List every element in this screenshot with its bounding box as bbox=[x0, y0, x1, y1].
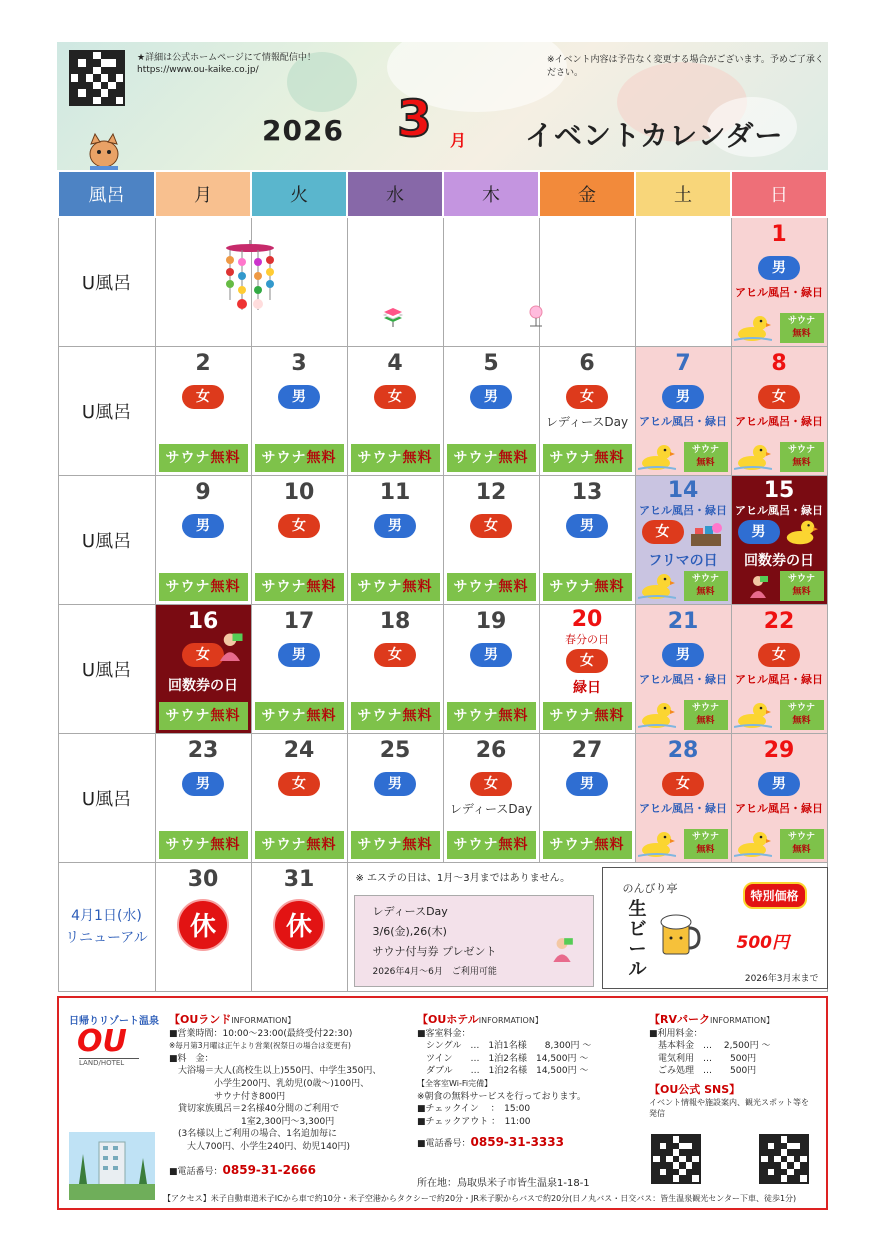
day-cell-23[interactable] bbox=[155, 733, 251, 862]
day-cell-14[interactable] bbox=[635, 475, 731, 604]
day-cell-16[interactable] bbox=[155, 604, 251, 733]
ou-land-line: ※毎月第3月曜は正午より営業(祝祭日の場合は変更有) bbox=[169, 1041, 351, 1051]
rubber-duck-icon bbox=[734, 312, 772, 342]
male-bath-badge: 男 bbox=[470, 385, 512, 409]
ou-land-line: ■営業時間：10:00～23:00(最終受付22:30) bbox=[169, 1028, 353, 1039]
sauna-free-badge: サウナ無料 bbox=[351, 573, 440, 601]
day-cell-19[interactable] bbox=[443, 604, 539, 733]
week-row bbox=[58, 475, 827, 604]
day-cell-7[interactable] bbox=[635, 346, 731, 475]
ou-hotel-line: ■客室料金： bbox=[417, 1028, 471, 1039]
male-bath-badge: 男 bbox=[182, 514, 224, 538]
day-cell-29[interactable] bbox=[731, 733, 827, 862]
sauna-free-badge: サウナ 無料 bbox=[684, 442, 728, 472]
event-note: アヒル風呂・緑日 bbox=[735, 503, 823, 517]
flea-market-icon bbox=[689, 520, 725, 548]
beer-price-until: 2026年3月末まで bbox=[744, 973, 819, 984]
female-bath-badge: 女 bbox=[374, 385, 416, 409]
ou-hotel-title-small: INFORMATION】 bbox=[478, 1016, 543, 1025]
event-note: アヒル風呂・緑日 bbox=[735, 801, 823, 815]
day-cell-24[interactable] bbox=[251, 733, 347, 862]
holiday-note: 春分の日 bbox=[565, 632, 609, 646]
ou-hotel-tel-label: ■電話番号： bbox=[417, 1139, 471, 1150]
week-row bbox=[58, 217, 827, 346]
ou-land-info bbox=[169, 1014, 381, 1178]
ou-hotel-line: シングル … 1泊1名様 8,300円 ～ bbox=[417, 1041, 592, 1052]
sauna-free-badge: サウナ 無料 bbox=[780, 571, 824, 601]
header-note-right: ※イベント内容は予告なく変更する場合がございます。予めご了承ください。 bbox=[547, 55, 824, 78]
ou-hotel-line: ツイン … 1泊2名様 14,500円 ～ bbox=[417, 1053, 589, 1064]
event-note: アヒル風呂・緑日 bbox=[735, 286, 823, 299]
male-bath-badge: 男 bbox=[374, 772, 416, 796]
rubber-duck-icon bbox=[734, 441, 772, 471]
female-bath-badge: 女 bbox=[278, 772, 320, 796]
female-bath-badge: 女 bbox=[758, 643, 800, 667]
day-number: 11 bbox=[379, 479, 411, 505]
day-number: 5 bbox=[483, 350, 499, 376]
rv-park-line: 基本料金 … 2,500円 ～ bbox=[649, 1041, 771, 1052]
weekday-bath: 風呂 bbox=[58, 171, 155, 217]
ladies-day-box bbox=[354, 895, 594, 987]
renewal-note: 4月1日(水) リニューアル bbox=[58, 862, 155, 991]
day-cell-empty bbox=[635, 217, 731, 346]
ou-hotel-tel[interactable]: 0859-31-3333 bbox=[470, 1135, 564, 1150]
day-cell-1[interactable] bbox=[731, 217, 827, 346]
calendar-month-suffix: 月 bbox=[450, 131, 467, 150]
day-cell-empty bbox=[347, 217, 443, 346]
day-number: 18 bbox=[379, 608, 411, 634]
ou-land-line: 大人700円、小学生240円、幼児140円) bbox=[169, 1141, 351, 1152]
nama-beer-text: 生ビール bbox=[628, 898, 647, 980]
rubber-duck-icon bbox=[638, 699, 676, 729]
day-number: 16 bbox=[187, 608, 219, 634]
ou-land-line: 1室2,300円～3,300円 bbox=[169, 1116, 335, 1127]
hishimochi-icon bbox=[382, 306, 404, 328]
sauna-free-badge: サウナ 無料 bbox=[780, 700, 824, 730]
sauna-free-badge: サウナ 無料 bbox=[684, 571, 728, 601]
flea-market-note: フリマの日 bbox=[648, 552, 718, 569]
row-label: U風呂 bbox=[58, 217, 155, 346]
ou-land-title: 【OUランド bbox=[169, 1013, 232, 1026]
weekday-mon: 月 bbox=[155, 171, 251, 217]
day-cell-11[interactable] bbox=[347, 475, 443, 604]
male-bath-badge: 男 bbox=[470, 643, 512, 667]
day-cell-10[interactable] bbox=[251, 475, 347, 604]
ou-land-line: ■料 金： bbox=[169, 1053, 214, 1064]
header-note-left: ★詳細は公式ホームページにて情報配信中！ bbox=[137, 53, 316, 63]
day-cell-empty bbox=[155, 217, 251, 346]
male-bath-badge: 男 bbox=[278, 385, 320, 409]
day-number: 2 bbox=[195, 350, 211, 376]
sauna-free-badge: サウナ無料 bbox=[159, 444, 248, 472]
person-ticket-icon bbox=[746, 574, 770, 598]
male-bath-badge: 男 bbox=[758, 772, 800, 796]
weekday-sun: 日 bbox=[731, 171, 827, 217]
ou-land-title-small: INFORMATION】 bbox=[231, 1016, 296, 1025]
day-number: 22 bbox=[763, 608, 795, 634]
sauna-free-badge: サウナ無料 bbox=[255, 702, 344, 730]
female-bath-badge: 女 bbox=[182, 385, 224, 409]
rv-park-info bbox=[649, 1014, 809, 1119]
weekday-thu: 木 bbox=[443, 171, 539, 217]
day-number: 9 bbox=[195, 479, 211, 505]
day-cell-5[interactable] bbox=[443, 346, 539, 475]
day-cell-25[interactable] bbox=[347, 733, 443, 862]
day-cell-26[interactable] bbox=[443, 733, 539, 862]
calendar-month: 3 bbox=[397, 90, 432, 148]
qr-code-icon[interactable] bbox=[69, 50, 125, 106]
page-title: イベントカレンダー bbox=[525, 119, 784, 152]
day-cell-9[interactable] bbox=[155, 475, 251, 604]
rv-park-line: ■利用料金： bbox=[649, 1028, 703, 1039]
day-cell-3[interactable] bbox=[251, 346, 347, 475]
male-bath-badge: 男 bbox=[738, 520, 780, 544]
row-label: U風呂 bbox=[58, 733, 155, 862]
event-note: アヒル風呂・緑日 bbox=[639, 801, 727, 815]
rubber-duck-icon bbox=[734, 828, 772, 858]
day-number: 13 bbox=[571, 479, 603, 505]
day-cell-empty bbox=[443, 217, 539, 346]
rubber-duck-icon bbox=[638, 828, 676, 858]
ladies-box-dates: 3/6(金),26(木) bbox=[372, 924, 447, 938]
female-bath-badge: 女 bbox=[662, 772, 704, 796]
event-note: アヒル風呂・緑日 bbox=[735, 414, 823, 428]
rubber-duck-icon bbox=[734, 699, 772, 729]
hotel-building-illustration bbox=[69, 1132, 155, 1200]
day-cell-18[interactable] bbox=[347, 604, 443, 733]
day-number: 1 bbox=[771, 222, 787, 247]
week-row bbox=[58, 604, 827, 733]
access-info: 【アクセス】米子自動車道米子ICから車で約10分・米子空港からタクシーで約20分・JR米子駅からバスで約20分(日ノ丸バス・日交バス：皆生温泉観光センター下車、徒歩1分) bbox=[163, 1194, 797, 1203]
beer-price: 500円 bbox=[736, 932, 789, 953]
female-bath-badge: 女 bbox=[758, 385, 800, 409]
day-number: 23 bbox=[187, 737, 219, 763]
header-url[interactable]: https://www.ou-kaike.co.jp/ bbox=[137, 65, 259, 75]
event-note: アヒル風呂・緑日 bbox=[639, 503, 727, 517]
ou-land-line: (3名様以上ご利用の場合、1名追加毎に bbox=[169, 1129, 337, 1140]
ou-logo-sub: LAND/HOTEL bbox=[79, 1058, 139, 1067]
female-bath-badge: 女 bbox=[470, 772, 512, 796]
weekday-wed: 水 bbox=[347, 171, 443, 217]
female-bath-badge: 女 bbox=[182, 643, 224, 667]
sauna-free-badge: サウナ 無料 bbox=[780, 829, 824, 859]
sauna-free-badge: サウナ無料 bbox=[255, 573, 344, 601]
ladies-box-period: 2026年4月～6月 ご利用可能 bbox=[372, 966, 497, 977]
day-number: 31 bbox=[283, 866, 315, 892]
este-note: ※ エステの日は、1月～3月まではありません。 bbox=[355, 872, 571, 884]
event-note: アヒル風呂・緑日 bbox=[639, 414, 727, 428]
sauna-free-badge: サウナ無料 bbox=[159, 702, 248, 730]
day-cell-15[interactable] bbox=[731, 475, 827, 604]
sauna-free-badge: サウナ 無料 bbox=[780, 313, 824, 343]
day-cell-8[interactable] bbox=[731, 346, 827, 475]
male-bath-badge: 男 bbox=[662, 385, 704, 409]
female-bath-badge: 女 bbox=[470, 514, 512, 538]
sns-text: イベント情報や施設案内、観光スポット等を 発信 bbox=[649, 1097, 809, 1118]
sauna-free-badge: サウナ無料 bbox=[255, 444, 344, 472]
day-number: 28 bbox=[667, 737, 699, 763]
male-bath-badge: 男 bbox=[374, 514, 416, 538]
female-bath-badge: 女 bbox=[374, 643, 416, 667]
event-note: アヒル風呂・緑日 bbox=[735, 672, 823, 686]
row-label: U風呂 bbox=[58, 346, 155, 475]
day-cell-17[interactable] bbox=[251, 604, 347, 733]
calendar-year: 2026 bbox=[262, 114, 344, 147]
ou-land-tel[interactable]: 0859-31-2666 bbox=[222, 1162, 316, 1177]
closed-badge: 休 bbox=[177, 899, 229, 951]
rubber-duck-icon bbox=[783, 516, 819, 546]
day-number: 17 bbox=[283, 608, 315, 634]
ou-hotel-line: ※朝食の無料サービスを行っております。 bbox=[417, 1091, 586, 1102]
day-number: 27 bbox=[571, 737, 603, 763]
week-row bbox=[58, 862, 827, 991]
day-number: 20 bbox=[571, 606, 603, 632]
row-label: U風呂 bbox=[58, 604, 155, 733]
ou-hotel-line: ■チェックイン ： 15:00 bbox=[417, 1104, 531, 1115]
sauna-free-badge: サウナ 無料 bbox=[684, 829, 728, 859]
female-bath-badge: 女 bbox=[278, 514, 320, 538]
sauna-free-badge: サウナ無料 bbox=[159, 831, 248, 859]
sauna-free-badge: サウナ無料 bbox=[351, 831, 440, 859]
male-bath-badge: 男 bbox=[662, 643, 704, 667]
sauna-free-badge: サウナ無料 bbox=[543, 444, 632, 472]
information-panel bbox=[57, 996, 828, 1210]
day-number: 3 bbox=[291, 350, 307, 376]
day-cell-2[interactable] bbox=[155, 346, 251, 475]
coupon-day-note: 回数券の日 bbox=[744, 552, 814, 569]
day-number: 6 bbox=[579, 350, 595, 376]
male-bath-badge: 男 bbox=[278, 643, 320, 667]
header-banner bbox=[57, 42, 828, 170]
day-cell-31[interactable] bbox=[251, 862, 347, 991]
person-ticket-icon bbox=[215, 631, 245, 661]
instagram-qr-code-icon[interactable] bbox=[759, 1134, 809, 1184]
sauna-free-badge: サウナ 無料 bbox=[780, 442, 824, 472]
ou-hotel-line: ダブル … 1泊2名様 14,500円 ～ bbox=[417, 1066, 589, 1077]
day-number: 4 bbox=[387, 350, 403, 376]
day-cell-28[interactable] bbox=[635, 733, 731, 862]
rv-park-title-small: INFORMATION】 bbox=[709, 1016, 775, 1025]
weekday-header-row bbox=[58, 171, 827, 217]
ou-hotel-line: 【全客室Wi-Fi完備】 bbox=[417, 1078, 493, 1088]
special-price-badge: 特別価格 bbox=[743, 882, 807, 909]
weekday-sat: 土 bbox=[635, 171, 731, 217]
day-cell-22[interactable] bbox=[731, 604, 827, 733]
day-cell-27[interactable] bbox=[539, 733, 635, 862]
day-cell-13[interactable] bbox=[539, 475, 635, 604]
day-cell-30[interactable] bbox=[155, 862, 251, 991]
day-number: 10 bbox=[283, 479, 315, 505]
rv-park-title: 【RVパーク bbox=[649, 1013, 710, 1026]
sauna-free-badge: サウナ無料 bbox=[351, 444, 440, 472]
ou-hotel-line: ■チェックアウト ： 11:00 bbox=[417, 1116, 531, 1127]
x-qr-code-icon[interactable] bbox=[651, 1134, 701, 1184]
ladies-day-note: レディースDay bbox=[545, 414, 629, 429]
midori-day-note: 緑日 bbox=[573, 679, 601, 696]
beer-mug-icon bbox=[659, 912, 703, 958]
week-row bbox=[58, 733, 827, 862]
person-ticket-icon bbox=[549, 936, 575, 962]
dog-mascot-icon bbox=[87, 132, 121, 170]
ladies-box-title: レディースDay bbox=[372, 904, 448, 918]
ou-land-line: 大浴場＝大人(高校生以上)550円、中学生350円、 bbox=[169, 1066, 382, 1077]
day-cell-12[interactable] bbox=[443, 475, 539, 604]
day-cell-6[interactable] bbox=[539, 346, 635, 475]
sauna-free-badge: サウナ無料 bbox=[447, 573, 536, 601]
ou-land-line: 小学生200円、乳幼児(0歳～)100円、 bbox=[169, 1078, 370, 1089]
closed-badge: 休 bbox=[273, 899, 325, 951]
coupon-day-note: 回数券の日 bbox=[168, 677, 238, 694]
ou-logo: OU bbox=[77, 1024, 127, 1059]
rv-park-line: ごみ処理 … 500円 bbox=[649, 1066, 757, 1077]
rubber-duck-icon bbox=[638, 570, 676, 600]
weekday-fri: 金 bbox=[539, 171, 635, 217]
sauna-free-badge: サウナ無料 bbox=[543, 573, 632, 601]
week-row bbox=[58, 346, 827, 475]
day-number: 12 bbox=[475, 479, 507, 505]
day-cell-20[interactable] bbox=[539, 604, 635, 733]
day-number: 8 bbox=[771, 350, 787, 376]
day-number: 21 bbox=[667, 608, 699, 634]
female-bath-badge: 女 bbox=[566, 649, 608, 673]
sauna-free-badge: サウナ無料 bbox=[447, 444, 536, 472]
sauna-free-badge: サウナ無料 bbox=[351, 702, 440, 730]
row-label: U風呂 bbox=[58, 475, 155, 604]
day-number: 30 bbox=[187, 866, 219, 892]
ou-land-tel-label: ■電話番号： bbox=[169, 1166, 223, 1177]
sauna-free-badge: サウナ無料 bbox=[159, 573, 248, 601]
weekday-tue: 火 bbox=[251, 171, 347, 217]
rubber-duck-icon bbox=[638, 441, 676, 471]
ou-hotel-info bbox=[417, 1014, 591, 1151]
sauna-free-badge: サウナ無料 bbox=[447, 831, 536, 859]
ou-land-line: サウナ付き800円 bbox=[169, 1091, 286, 1102]
day-number: 7 bbox=[675, 350, 691, 376]
day-number: 25 bbox=[379, 737, 411, 763]
sauna-free-badge: サウナ無料 bbox=[255, 831, 344, 859]
ladies-box-gift: サウナ付与券 プレゼント bbox=[372, 944, 497, 958]
day-number: 26 bbox=[475, 737, 507, 763]
sauna-free-badge: サウナ無料 bbox=[543, 702, 632, 730]
ladies-day-note: レディースDay bbox=[449, 801, 533, 816]
ou-hotel-title: 【OUホテル bbox=[417, 1013, 479, 1026]
day-cell-empty bbox=[251, 217, 347, 346]
promo-area bbox=[347, 862, 827, 991]
day-number: 24 bbox=[283, 737, 315, 763]
day-cell-empty bbox=[539, 217, 635, 346]
event-note: アヒル風呂・緑日 bbox=[639, 672, 727, 686]
rv-park-line: 電気利用 … 500円 bbox=[649, 1053, 757, 1064]
day-number: 15 bbox=[763, 477, 795, 503]
address: 所在地：鳥取県米子市皆生温泉1-18-1 bbox=[417, 1178, 590, 1189]
day-number: 14 bbox=[667, 477, 699, 503]
sns-title: 【OU公式 SNS】 bbox=[649, 1082, 741, 1096]
sauna-free-badge: サウナ 無料 bbox=[684, 700, 728, 730]
day-cell-21[interactable] bbox=[635, 604, 731, 733]
day-number: 19 bbox=[475, 608, 507, 634]
male-bath-badge: 男 bbox=[182, 772, 224, 796]
resort-brand: 日帰りリゾート温泉 bbox=[69, 1016, 159, 1027]
day-cell-4[interactable] bbox=[347, 346, 443, 475]
day-number: 29 bbox=[763, 737, 795, 763]
event-calendar bbox=[57, 170, 828, 992]
ou-land-line: 貸切家族風呂＝2名様40分間のご利用で bbox=[169, 1104, 340, 1115]
male-bath-badge: 男 bbox=[758, 256, 800, 280]
nonbiri-name: のんびり亭 bbox=[622, 881, 678, 895]
sauna-free-badge: サウナ無料 bbox=[447, 702, 536, 730]
nonbiri-box bbox=[602, 867, 828, 989]
male-bath-badge: 男 bbox=[566, 772, 608, 796]
female-bath-badge: 女 bbox=[566, 385, 608, 409]
female-bath-badge: 女 bbox=[642, 520, 684, 544]
male-bath-badge: 男 bbox=[566, 514, 608, 538]
sauna-free-badge: サウナ無料 bbox=[543, 831, 632, 859]
